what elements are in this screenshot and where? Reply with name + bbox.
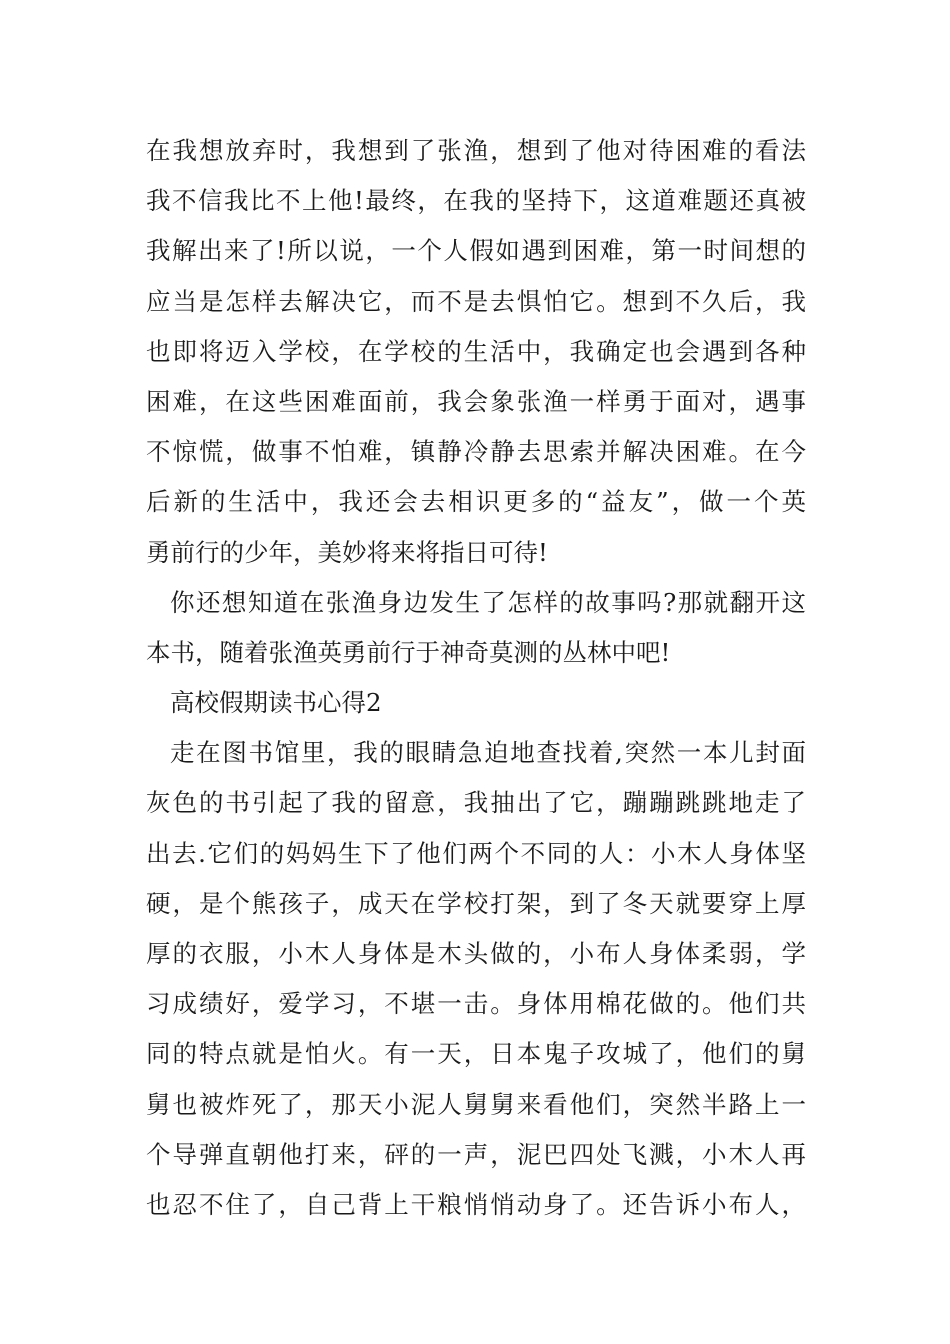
- text-line: 舅也被炸死了，那天小泥人舅舅来看他们，突然半路上一: [146, 1089, 806, 1119]
- text-line: 灰色的书引起了我的留意，我抽出了它，蹦蹦跳跳地走了: [146, 788, 806, 818]
- text-line: 在我想放弃时，我想到了张渔，想到了他对待困难的看法: [146, 136, 806, 165]
- text-line: 后新的生活中，我还会去相识更多的“益友”，做一个英: [146, 487, 806, 517]
- text-line: 硬，是个熊孩子，成天在学校打架，到了冬天就要穿上厚: [146, 888, 806, 918]
- text-line: 个导弹直朝他打来，砰的一声，泥巴四处飞溅，小木人再: [146, 1139, 806, 1169]
- text-line: 也即将迈入学校，在学校的生活中，我确定也会遇到各种: [146, 336, 806, 366]
- text-line: 应当是怎样去解决它，而不是去惧怕它。想到不久后，我: [146, 286, 806, 316]
- text-line: 本书，随着张渔英勇前行于神奇莫测的丛林中吧!: [146, 637, 671, 667]
- text-line: 困难，在这些困难面前，我会象张渔一样勇于面对，遇事: [146, 386, 806, 416]
- text-line: 勇前行的少年，美妙将来将指日可待!: [146, 537, 548, 567]
- section-heading: 高校假期读书心得2: [170, 688, 382, 718]
- text-line: 出去.它们的妈妈生下了他们两个不同的人：小木人身体坚: [146, 838, 806, 868]
- text-line: 也忍不住了，自己背上干粮悄悄动身了。还告诉小布人，: [146, 1189, 806, 1219]
- text-line: 同的特点就是怕火。有一天，日本鬼子攻城了，他们的舅: [146, 1039, 806, 1069]
- text-line: 厚的衣服，小木人身体是木头做的，小布人身体柔弱，学: [146, 939, 806, 968]
- text-line: 不惊慌，做事不怕难，镇静冷静去思索并解决困难。在今: [146, 437, 806, 467]
- text-line: 我不信我比不上他!最终，在我的坚持下，这道难题还真被: [146, 186, 806, 216]
- text-line: 走在图书馆里，我的眼睛急迫地查找着,突然一本儿封面: [170, 738, 806, 768]
- text-line: 我解出来了!所以说，一个人假如遇到困难，第一时间想的: [146, 236, 806, 266]
- document-body: [146, 126, 806, 1230]
- text-line: 你还想知道在张渔身边发生了怎样的故事吗?那就翻开这: [170, 587, 806, 617]
- text-line: 习成绩好，爱学习，不堪一击。身体用棉花做的。他们共: [146, 989, 806, 1019]
